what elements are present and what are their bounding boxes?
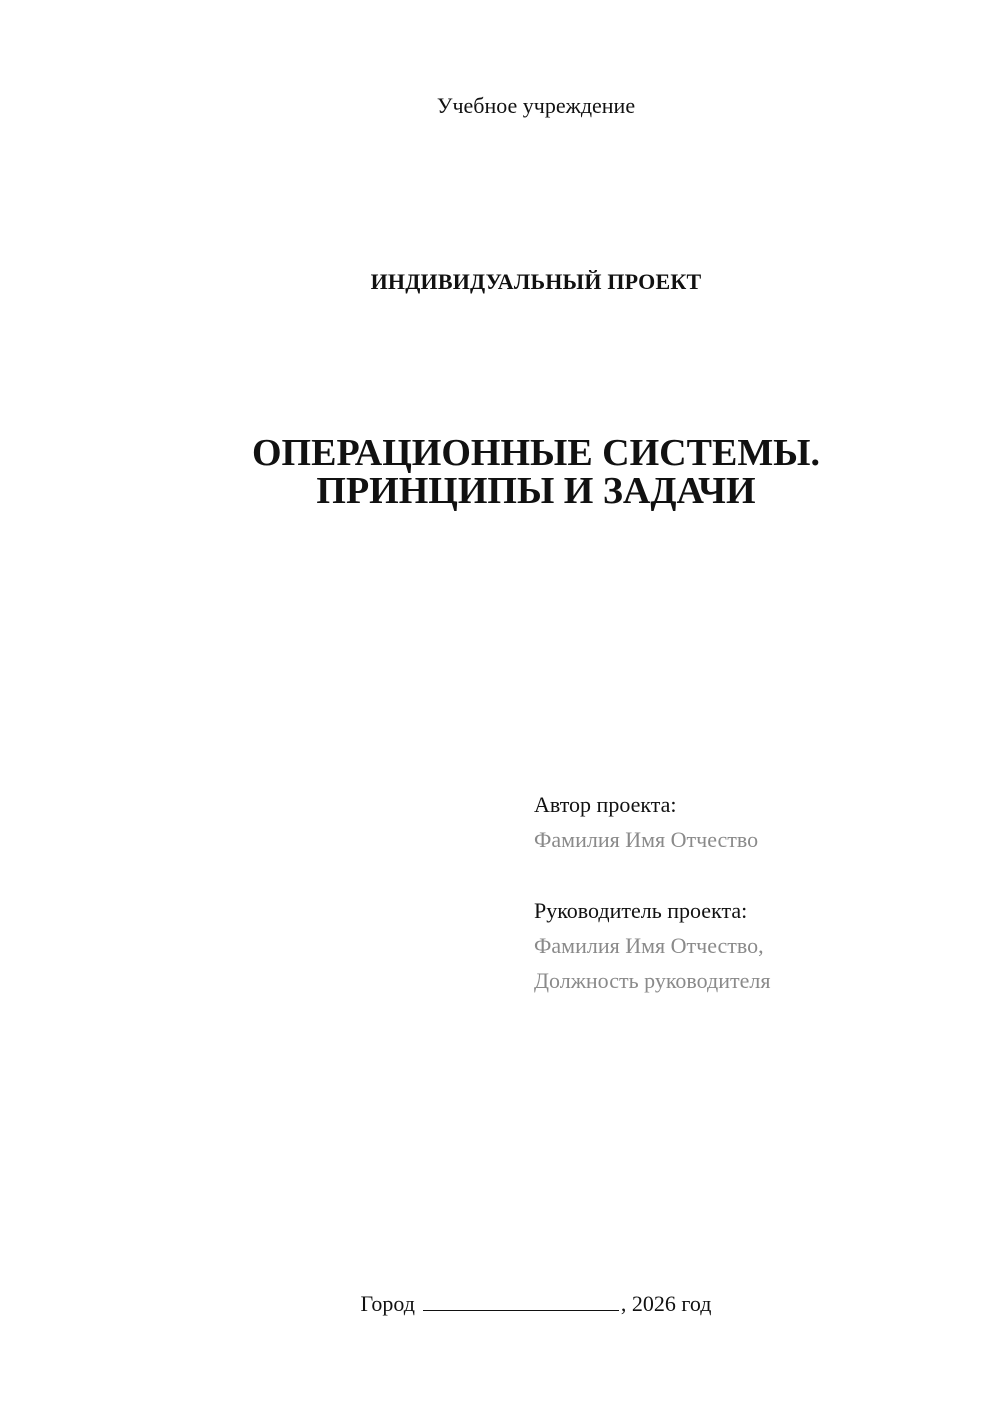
project-title-line-2: ПРИНЦИПЫ И ЗАДАЧИ — [316, 470, 756, 512]
supervisor-label: Руководитель проекта: — [534, 898, 748, 923]
info-spacer — [534, 857, 974, 893]
supervisor-position: Должность руководителя — [534, 968, 771, 993]
supervisor-name: Фамилия Имя Отчество, — [534, 933, 764, 958]
project-title-line-1: ОПЕРАЦИОННЫЕ СИСТЕМЫ. — [251, 432, 820, 474]
author-name: Фамилия Имя Отчество — [534, 827, 759, 852]
document-type: ИНДИВИДУАЛЬНЫЙ ПРОЕКТ — [370, 269, 702, 294]
project-info-block — [534, 787, 974, 998]
city-year-line — [0, 1290, 1000, 1318]
year-text: , 2026 год — [620, 1291, 712, 1316]
city-label: Город — [360, 1291, 415, 1316]
institution-name: Учебное учреждение — [436, 93, 636, 118]
project-title — [0, 434, 1000, 510]
author-label: Автор проекта: — [534, 792, 677, 817]
city-blank-line — [423, 1290, 619, 1311]
